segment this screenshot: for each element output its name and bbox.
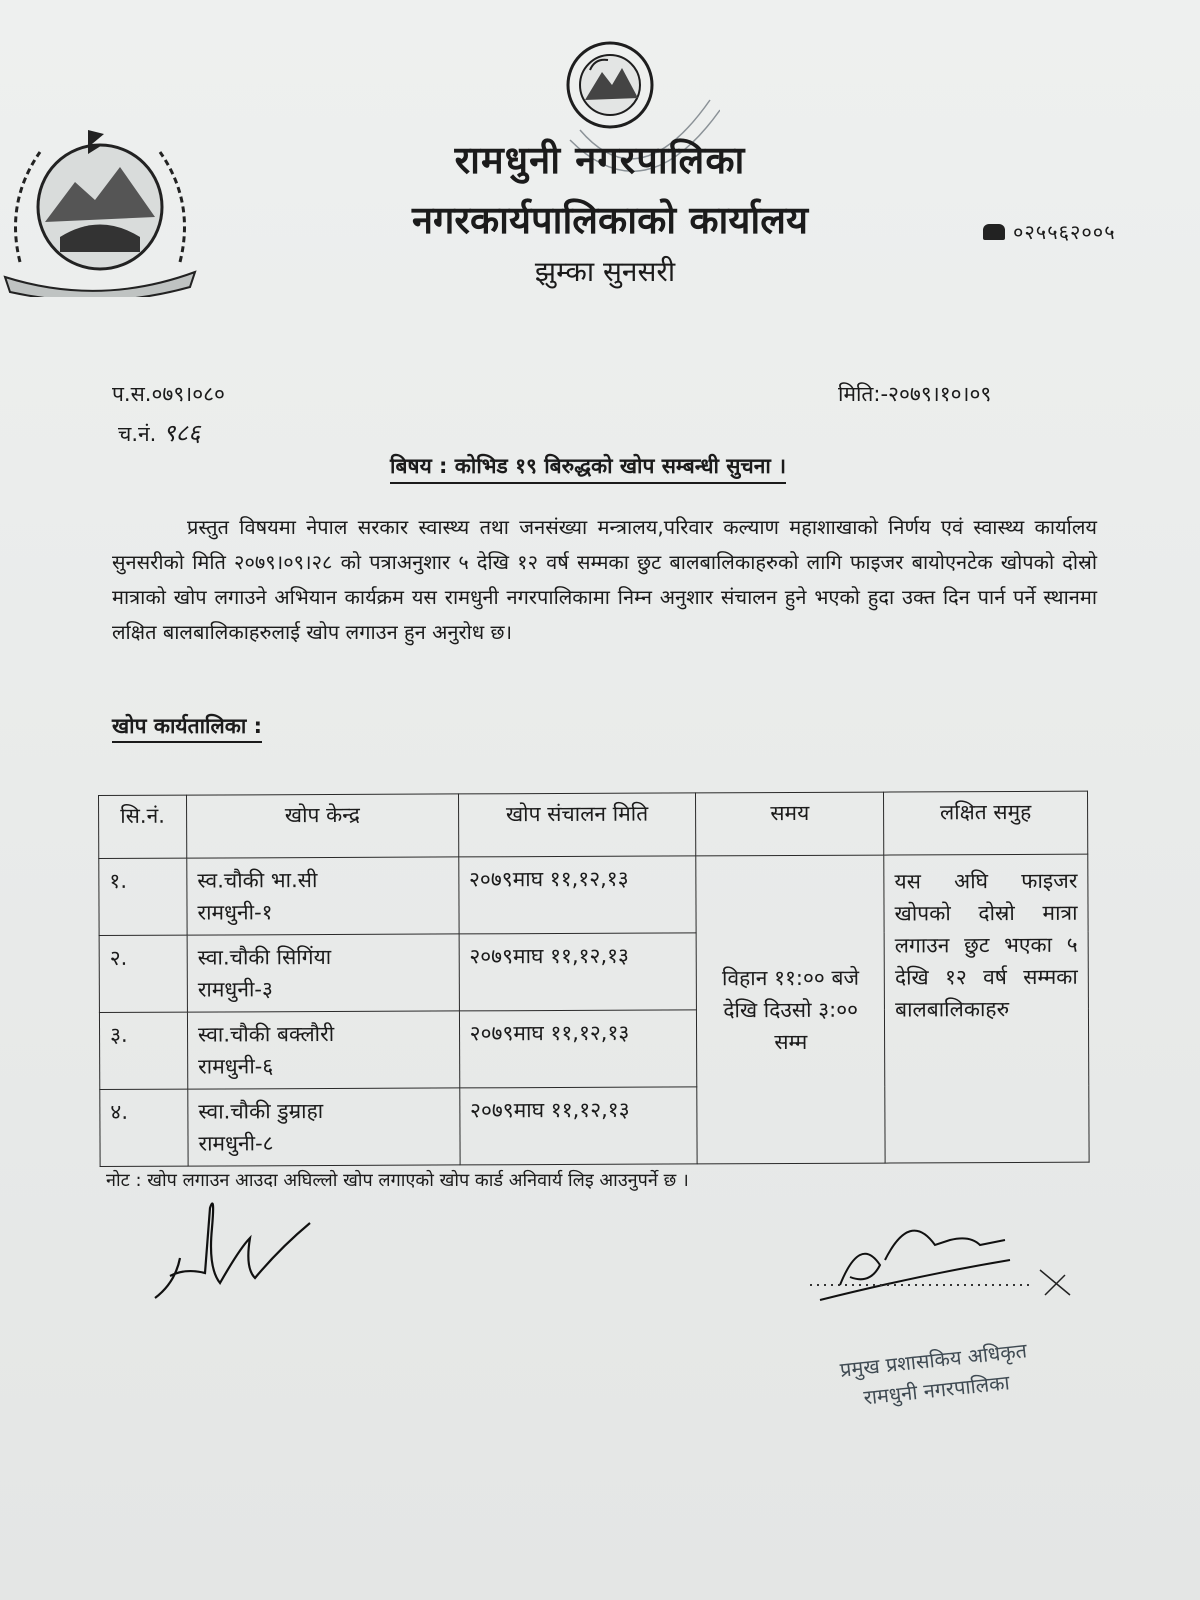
signature-left	[150, 1188, 320, 1313]
telephone-icon	[983, 224, 1005, 240]
office-name: नगरकार्यपालिकाको कार्यालय	[411, 198, 809, 242]
center-ward: रामधुनी-६	[198, 1054, 274, 1079]
table-header-row	[99, 791, 1088, 858]
center-ward: रामधुनी-१	[197, 900, 273, 925]
row-center	[187, 1011, 459, 1089]
header-serial: सि.नं.	[99, 795, 187, 858]
dispatch-value: ९८६	[163, 419, 201, 447]
row-serial: १.	[99, 858, 187, 935]
signatory-designation	[803, 1332, 1068, 1419]
footnote: नोट : खोप लगाउन आउदा अघिल्लो खोप लगाएको खोप कार्ड अनिवार्य लिइ आउनुपर्ने छ ।	[106, 1170, 689, 1191]
row-date: २०७९माघ ११,१२,१३	[458, 856, 696, 934]
row-serial: ३.	[99, 1012, 187, 1089]
signature-right	[800, 1215, 1090, 1325]
letter-body: प्रस्तुत विषयमा नेपाल सरकार स्वास्थ्य तथा जनसंख्या मन्त्रालय,परिवार कल्याण महाशाखाको निर्णय एवं स्वास्थ्य कार्यालय सुनसरीको मिति २०७९।०९।२८ को पत्राअनुशार ५ देखि १२ वर्ष सम्मका छुट बालबालिकाहरुको लागि फाइजर बायोएनटेक खोपको दोस्रो मात्राको खोप लगाउने अभियान कार्यक्रम यस रामधुनी नगरपालिकामा निम्न अनुशार संचालन हुने भएको हुदा उक्त दिन पार्न पर्ने स्थानमा लक्षित बालबालिकाहरुलाई खोप लगाउन हुन अनुरोध छ।	[112, 515, 1097, 644]
row-date: २०७९माघ ११,१२,१३	[459, 933, 697, 1011]
row-serial: ४.	[100, 1089, 188, 1166]
dispatch-number	[118, 416, 200, 449]
header-center: खोप केन्द्र	[186, 794, 458, 858]
row-serial: २.	[99, 935, 187, 1012]
target-group: यस अघि फाइजर खोपको दोस्रो मात्रा लगाउन छुट भएका ५ देखि १२ वर्ष सम्मका बालबालिकाहरु	[884, 854, 1089, 1163]
reference-number: प.स.०७९।०८०	[112, 382, 225, 406]
phone-value: ०२५५६२००५	[1013, 220, 1116, 244]
header-time: समय	[696, 792, 884, 856]
row-date: २०७९माघ ११,१२,१३	[459, 1010, 697, 1088]
row-center	[187, 934, 459, 1012]
row-date: २०७९माघ ११,१२,१३	[459, 1087, 697, 1165]
signatory-title: प्रमुख प्रशासकिय अधिकृत	[838, 1338, 1029, 1382]
organization-name: रामधुनी नगरपालिका	[454, 138, 746, 182]
center-name: स्वा.चौकी बक्लौरी	[197, 1021, 335, 1047]
schedule-title: खोप कार्यतालिका :	[112, 712, 262, 743]
center-name: स्वा.चौकी सिगिंया	[197, 944, 332, 970]
center-ward: रामधुनी-८	[198, 1131, 274, 1156]
dispatch-label: च.नं.	[118, 422, 157, 446]
center-name: स्व.चौकी भा.सी	[197, 868, 318, 893]
header-target-group: लक्षित समुह	[884, 791, 1088, 855]
letter-subject: बिषय : कोभिड १९ बिरुद्धको खोप सम्बन्धी सुचना ।	[390, 452, 786, 484]
table-row	[99, 854, 1088, 935]
letter-date: मिति:-२०७९।१०।०९	[838, 382, 992, 406]
nepal-emblem-logo	[0, 112, 200, 297]
vaccination-schedule-table	[98, 791, 1090, 1167]
office-address: झुम्का सुनसरी	[534, 255, 676, 288]
row-center	[188, 1088, 460, 1166]
schedule-time: विहान ११:०० बजे देखि दिउसो ३:०० सम्म	[696, 855, 885, 1164]
header-date: खोप संचालन मिति	[458, 793, 696, 857]
center-name: स्वा.चौकी डुम्राहा	[198, 1099, 324, 1124]
signatory-org: रामधुनी नगरपालिका	[862, 1370, 1011, 1410]
phone-number	[983, 218, 1116, 245]
row-center	[187, 857, 459, 935]
center-ward: रामधुनी-३	[197, 977, 273, 1002]
